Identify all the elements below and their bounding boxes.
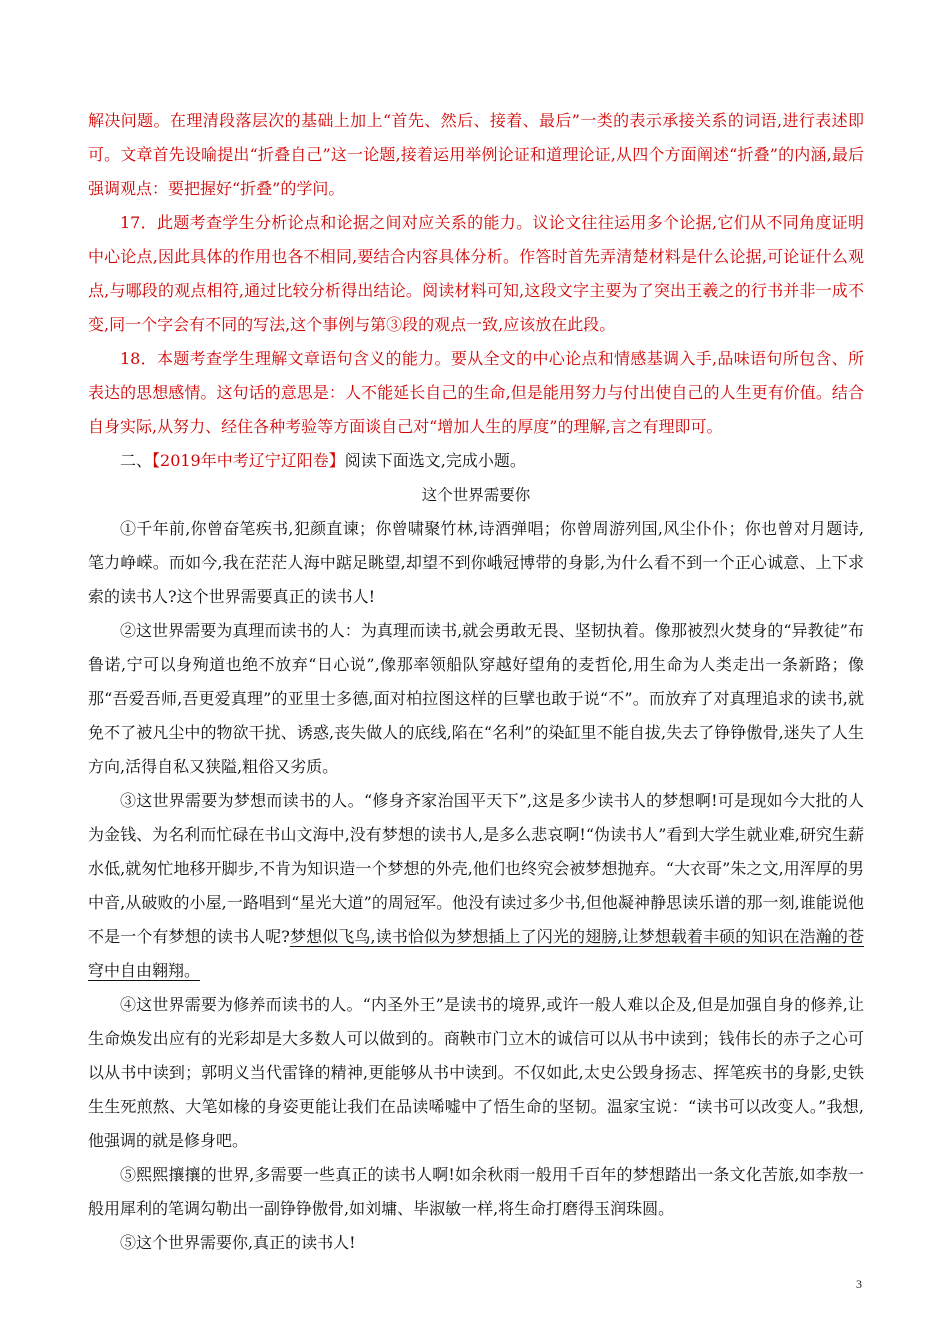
section-instruction: 阅读下面选文,完成小题。: [344, 451, 526, 470]
document-page: [88, 104, 864, 1260]
article-paragraph-2: ②这世界需要为真理而读书的人：为真理而读书,就会勇敢无畏、坚韧执着。像那被烈火焚身的“异教徒”布鲁诺,宁可以身殉道也绝不放弃“日心说”,像那率领船队穿越好望角的麦哲伦,用生命为人类走出一条新路；像那“吾爱吾师,吾更爱真理”的亚里士多德,面对柏拉图这样的巨擘也敢于说“不”。而放弃了对真理追求的读书,就免不了被凡尘中的物欲干扰、诱惑,丧失做人的底线,陷在“名利”的染缸里不能自拔,失去了铮铮傲骨,迷失了人生方向,活得自私又狭隘,粗俗又劣质。: [88, 621, 864, 776]
article-paragraph-6: ⑤这个世界需要你,真正的读书人!: [120, 1233, 356, 1252]
answer-16-continuation: 解决问题。在理清段落层次的基础上加上“首先、然后、接着、最后”一类的表示承接关系的词语,进行表述即可。文章首先设喻提出“折叠自己”这一论题,接着运用举例论证和道理论证,从四个方面阐述“折叠”的内涵,最后强调观点：要把握好“折叠”的学问。: [88, 111, 864, 198]
article-paragraph-3: [88, 784, 864, 988]
section-prefix: 二、: [120, 451, 153, 470]
article-paragraph-1: ①千年前,你曾奋笔疾书,犯颜直谏；你曾啸聚竹林,诗酒弹唱；你曾周游列国,风尘仆仆；你也曾对月题诗,笔力峥嵘。而如今,我在茫茫人海中踮足眺望,却望不到你峨冠博带的身影,为什么看不到一个正心诚意、上下求索的读书人?这个世界需要真正的读书人!: [88, 519, 864, 606]
article-paragraph-4: ④这世界需要为修养而读书的人。“内圣外王”是读书的境界,或许一般人难以企及,但是加强自身的修养,让生命焕发出应有的光彩却是大多数人可以做到的。商鞅市门立木的诚信可以从书中读到；钱伟长的赤子之心可以从书中读到；郭明义当代雷锋的精神,更能够从书中读到。不仅如此,太史公毁身扬志、挥笔疾书的身影,史铁生生死煎熬、大笔如椽的身姿更能让我们在品读唏嘘中了悟生命的坚韧。温家宝说：“读书可以改变人。”我想,他强调的就是修身吧。: [88, 995, 864, 1150]
article-paragraph-3-main: ③这世界需要为梦想而读书的人。“修身齐家治国平天下”,这是多少读书人的梦想啊!可是现如今大批的人为金钱、为名利而忙碌在书山文海中,没有梦想的读书人,是多么悲哀啊!“伪读书人”看到大学生就业难,研究生薪水低,就匆忙地移开脚步,不肯为知识造一个梦想的外壳,他们也终究会被梦想抛弃。“大衣哥”朱之文,用浑厚的男中音,从破败的小屋,一路唱到“星光大道”的周冠军。他没有读过多少书,但他凝神静思读乐谱的那一刻,谁能说他不是一个有梦想的读书人呢?: [88, 791, 864, 946]
underlined-sentence: 梦想似飞鸟,读书恰似为梦想插上了闪光的翅膀,让梦想载着丰硕的知识在浩瀚的苍穹中自由翱翔。: [88, 927, 864, 980]
section-heading: [88, 444, 864, 478]
answer-18: 18．本题考查学生理解文章语句含义的能力。要从全文的中心论点和情感基调入手,品味语句所包含、所表达的思想感情。这句话的意思是：人不能延长自己的生命,但是能用努力与付出使自己的人生更有价值。结合自身实际,从努力、经住各种考验等方面谈自己对“增加人生的厚度”的理解,言之有理即可。: [88, 349, 864, 436]
article-paragraph-5: ⑤熙熙攘攘的世界,多需要一些真正的读书人啊!如余秋雨一般用千百年的梦想踏出一条文化苦旅,如李敖一般用犀利的笔调勾勒出一副铮铮傲骨,如刘墉、毕淑敏一样,将生命打磨得玉润珠圆。: [88, 1165, 864, 1218]
section-source: 【2019年中考辽宁辽阳卷】: [152, 451, 345, 470]
article-title: 这个世界需要你: [421, 486, 531, 504]
page-number: 3: [856, 1277, 862, 1291]
answer-17: 17．此题考查学生分析论点和论据之间对应关系的能力。议论文往往运用多个论据,它们从不同角度证明中心论点,因此具体的作用也各不相同,要结合内容具体分析。作答时首先弄清楚材料是什么论据,可论证什么观点,与哪段的观点相符,通过比较分析得出结论。阅读材料可知,这段文字主要为了突出王羲之的行书并非一成不变,同一个字会有不同的写法,这个事例与第③段的观点一致,应该放在此段。: [88, 213, 864, 334]
